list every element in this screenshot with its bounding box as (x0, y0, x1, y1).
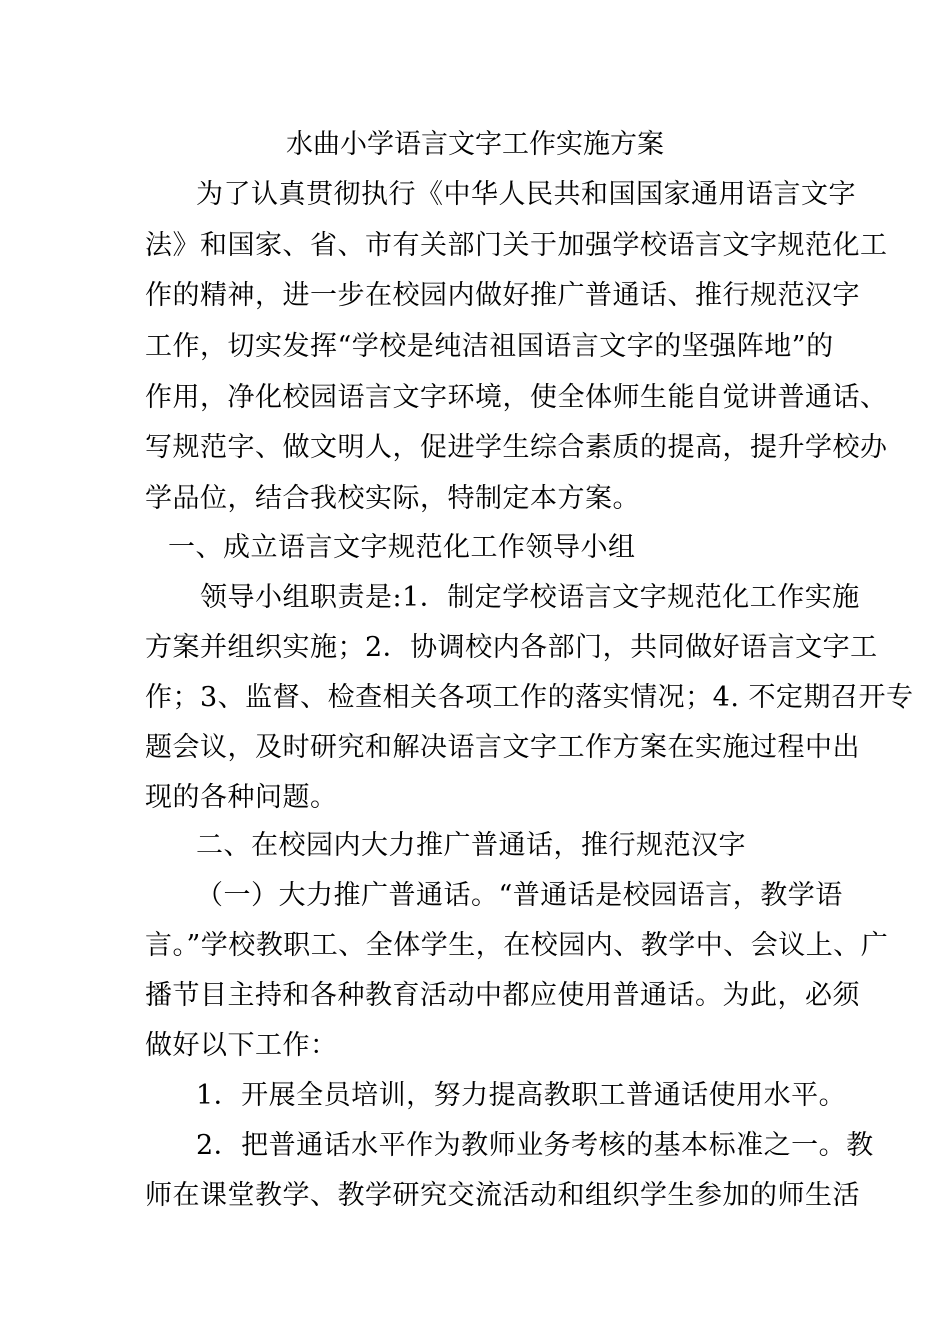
paragraph-line: 为了认真贯彻执行《中华人民共和国国家通用语言文字 (196, 179, 856, 210)
paragraph-line: 工作，切实发挥“学校是纯洁祖国语言文字的坚强阵地”的 (145, 331, 834, 362)
paragraph-line: 法》和国家、省、市有关部门关于加强学校语言文字规范化工 (145, 230, 888, 261)
paragraph-line: （一）大力推广普通话。“普通话是校园语言，教学语 (196, 880, 843, 911)
paragraph-line: 方案并组织实施；2．协调校内各部门，共同做好语言文字工 (145, 632, 878, 663)
document-title: 水曲小学语言文字工作实施方案 (286, 129, 664, 160)
paragraph-line: 题会议，及时研究和解决语言文字工作方案在实施过程中出 (145, 732, 860, 763)
paragraph-line: 写规范字、做文明人，促进学生综合素质的提高，提升学校办 (145, 432, 888, 463)
paragraph-line: 播节目主持和各种教育活动中都应使用普通话。为此，必须 (145, 980, 860, 1011)
list-item: 1．开展全员培训，努力提高教职工普通话使用水平。 (196, 1080, 847, 1111)
paragraph-line: 言。”学校教职工、全体学生，在校园内、教学中、会议上、广 (145, 930, 889, 961)
paragraph-line: 师在课堂教学、教学研究交流活动和组织学生参加的师生活 (145, 1180, 860, 1211)
section-heading: 二、在校园内大力推广普通话，推行规范汉字 (196, 830, 746, 861)
paragraph-line: 做好以下工作： (145, 1030, 338, 1061)
paragraph-line: 作用，净化校园语言文字环境，使全体师生能自觉讲普通话、 (145, 382, 888, 413)
paragraph-line: 领导小组职责是:1．制定学校语言文字规范化工作实施 (200, 582, 860, 613)
paragraph-line: 作；3、监督、检查相关各项工作的落实情况；4. 不定期召开专 (145, 682, 914, 713)
paragraph-line: 作的精神，进一步在校园内做好推广普通话、推行规范汉字 (145, 280, 860, 311)
section-heading: 一、成立语言文字规范化工作领导小组 (168, 532, 636, 563)
paragraph-line: 学品位，结合我校实际，特制定本方案。 (145, 483, 640, 514)
paragraph-line: 现的各种问题。 (145, 782, 338, 813)
list-item: 2．把普通话水平作为教师业务考核的基本标准之一。教 (196, 1130, 874, 1161)
